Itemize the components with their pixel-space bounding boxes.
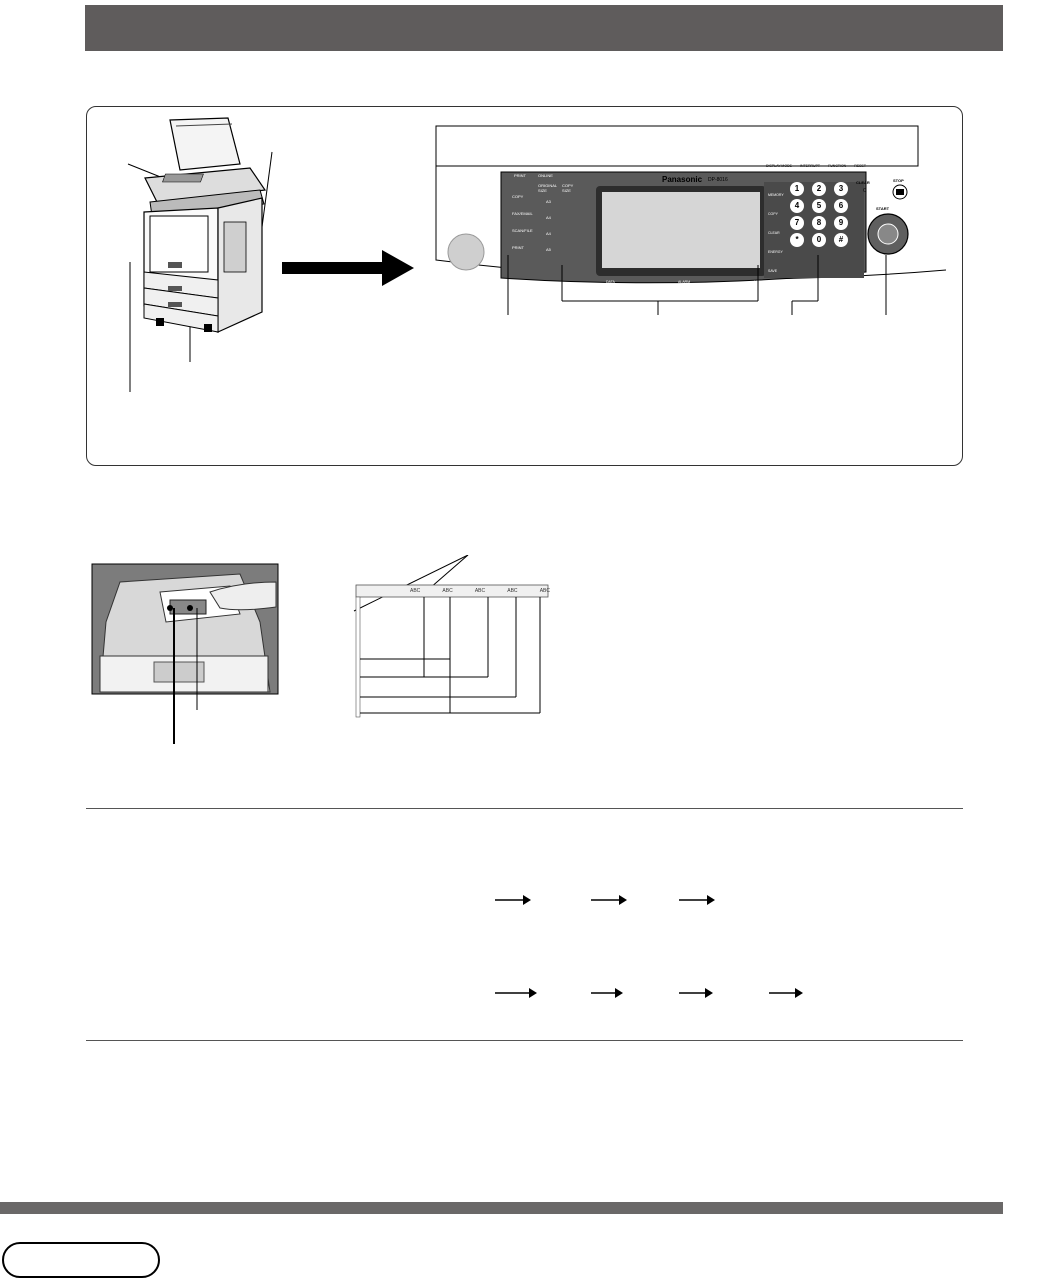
key-9-label: 9	[838, 218, 844, 227]
arrow-to-panel	[282, 250, 417, 290]
key-4-label: 4	[794, 201, 800, 210]
section-rule-top	[86, 808, 963, 809]
flow-arrow	[495, 895, 531, 905]
flow-arrow	[679, 988, 713, 998]
header-bar	[85, 5, 1003, 51]
screen-diagram	[352, 555, 552, 725]
key-star[interactable]	[790, 233, 804, 247]
section-rule-bottom	[86, 1040, 963, 1041]
screen-tabs	[410, 588, 550, 594]
clear-label: CLEAR	[856, 180, 870, 185]
tab-label-4: ABC	[507, 588, 518, 594]
tab-label-3: ABC	[474, 588, 486, 594]
flow-arrows-row-2	[495, 983, 825, 1003]
machine-photo	[90, 562, 280, 752]
size-a5: A5	[546, 247, 551, 252]
copy-size-header: COPY SIZE	[562, 183, 574, 193]
key-5-label: 5	[816, 201, 822, 210]
tab-label-2: ABC	[442, 588, 453, 594]
flow-arrow	[591, 895, 627, 905]
key-star-label: *	[795, 235, 799, 244]
key-5[interactable]	[812, 199, 826, 213]
scan-key-label[interactable]: SCAN/FILE	[512, 228, 533, 233]
memory-copy-key[interactable]: MEMORY COPY	[768, 193, 784, 216]
print-mini-label: PRINT	[514, 173, 526, 178]
key-8[interactable]	[812, 216, 826, 230]
numeric-keypad	[790, 182, 860, 247]
key-3-label: 3	[838, 184, 844, 193]
footer-bar	[0, 1202, 1003, 1214]
key-hash-label: #	[838, 235, 844, 244]
fax-key-label[interactable]: FAX/EMAIL	[512, 211, 533, 216]
brand-name: Panasonic	[662, 175, 703, 184]
size-a4r: A4	[546, 231, 551, 236]
key-2-label: 2	[816, 184, 822, 193]
key-0-label: 0	[816, 235, 822, 244]
key-8-label: 8	[816, 218, 822, 227]
tab-label-1: ABC	[410, 588, 421, 594]
flow-arrow	[591, 988, 623, 998]
copier-illustration	[100, 112, 300, 402]
reset-label[interactable]: RESET	[854, 164, 866, 168]
key-9[interactable]	[834, 216, 848, 230]
clear-key[interactable]: C	[863, 188, 867, 194]
size-a4: A4	[546, 215, 551, 220]
alarm-status: ALARM	[678, 280, 691, 284]
key-hash[interactable]	[834, 233, 848, 247]
start-label: START	[876, 206, 890, 211]
copy-key-label[interactable]: COPY	[512, 194, 524, 199]
energy-save-key[interactable]: ENERGY SAVE	[768, 250, 783, 273]
mode-keys	[512, 188, 534, 256]
original-size-header: ORIGINAL SIZE	[538, 183, 557, 193]
size-labels	[546, 194, 551, 258]
flow-arrow	[495, 988, 537, 998]
key-1[interactable]	[790, 182, 804, 196]
interrupt-label[interactable]: INTERRUPT	[800, 164, 821, 168]
model-name: DP-8016	[708, 177, 728, 183]
function-labels	[766, 164, 866, 168]
display-mode-label[interactable]: DISPLAY MODE	[766, 164, 792, 168]
key-6[interactable]	[834, 199, 848, 213]
key-6-label: 6	[838, 201, 844, 210]
clear-side-key[interactable]: CLEAR	[768, 231, 780, 235]
flow-arrow	[679, 895, 715, 905]
acc-key[interactable]: ACC	[768, 288, 776, 292]
page-number-pill	[2, 1242, 160, 1278]
key-4[interactable]	[790, 199, 804, 213]
key-1-label: 1	[794, 184, 800, 193]
key-0[interactable]	[812, 233, 826, 247]
function-label[interactable]: FUNCTION	[828, 164, 847, 168]
size-a3: A3	[546, 199, 551, 204]
key-7-label: 7	[794, 218, 800, 227]
tab-label-5: ABC	[539, 588, 550, 594]
flow-arrows-row-1	[495, 890, 825, 910]
key-7[interactable]	[790, 216, 804, 230]
flow-arrow	[769, 988, 803, 998]
panel-leader-lines	[500, 255, 900, 325]
active-status: ACTIVE	[753, 280, 766, 284]
key-3[interactable]	[834, 182, 848, 196]
print-key-label[interactable]: PRINT	[512, 245, 524, 250]
data-status: DATA	[606, 280, 615, 284]
stop-label: STOP	[893, 178, 904, 183]
key-2[interactable]	[812, 182, 826, 196]
online-mini-label: ONLINE	[538, 173, 553, 178]
